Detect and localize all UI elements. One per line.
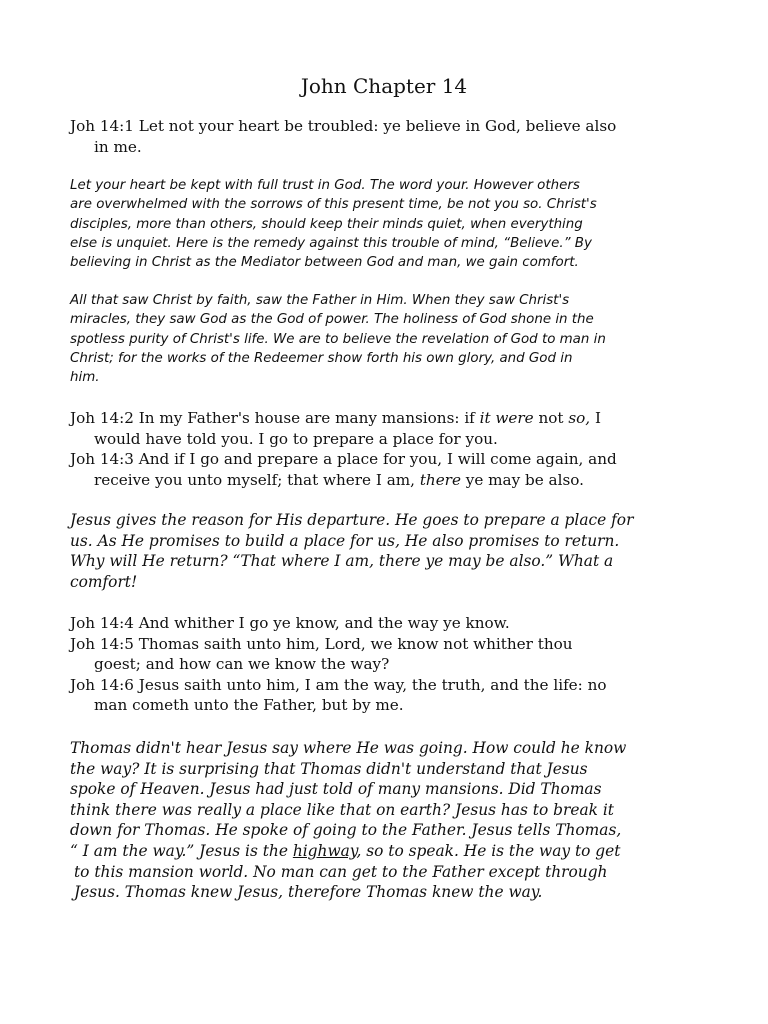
verse-14-1: [70, 116, 700, 157]
commentary-line: All that saw Christ by faith, saw the Father in Him. When they saw Christ's: [70, 293, 570, 308]
verse-line: man cometh unto the Father, but by me.: [94, 696, 404, 714]
verse-text: I: [590, 409, 601, 427]
verse-text: Joh 14:2 In my Father's house are many mansions: if: [70, 409, 480, 427]
commentary-line: miracles, they saw God as the God of power. The holiness of God shone in the: [70, 312, 594, 328]
verse-italic-text: there: [419, 470, 461, 489]
commentary-line: Let your heart be kept with full trust in God. The word your. However others: [70, 178, 580, 193]
underlined-word: highway: [292, 841, 357, 860]
verse-line: in me.: [94, 137, 142, 156]
page-title: John Chapter 14: [300, 74, 468, 98]
commentary-line: down for Thomas. He spoke of going to the Father. Jesus tells Thomas,: [70, 821, 622, 840]
verse-line: Joh 14:5 Thomas saith unto him, Lord, we know not whither thou: [70, 634, 573, 653]
verse-line: goest; and how can we know the way?: [94, 655, 390, 673]
commentary-line: comfort!: [70, 572, 138, 591]
commentary-line: the way? It is surprising that Thomas didn't understand that Jesus: [70, 759, 588, 778]
commentary-line: spoke of Heaven. Jesus had just told of many mansions. Did Thomas: [70, 780, 602, 799]
commentary-line: us. As He promises to build a place for us, He also promises to return.: [70, 531, 620, 550]
commentary-line: Jesus. Thomas knew Jesus, therefore Thomas knew the way.: [74, 883, 543, 902]
commentary-line: to this mansion world. No man can get to the Father except through: [74, 862, 608, 881]
commentary-line: think there was really a place like that on earth? Jesus has to break it: [70, 800, 614, 819]
commentary-line: [70, 841, 700, 862]
verse-line: Joh 14:1 Let not your heart be troubled: ye believe in God, believe also: [70, 117, 617, 135]
verses-14-2-3: [70, 408, 700, 490]
commentary-line: are overwhelmed with the sorrows of this present time, be not you so. Christ's: [70, 197, 597, 213]
verse-text: receive you unto myself; that where I am,: [94, 470, 420, 489]
verse-text: ye may be also.: [460, 470, 584, 489]
commentary-line: else is unquiet. Here is the remedy against this trouble of mind, “Believe.” By: [70, 235, 592, 251]
verses-14-4-6: [70, 613, 700, 716]
verse-italic-text: so,: [568, 409, 591, 427]
verse-italic-text: it were: [479, 409, 534, 427]
commentary-paragraph-3: [70, 510, 700, 592]
commentary-paragraph-4: [70, 738, 700, 903]
commentary-paragraph-1: [70, 176, 700, 272]
verse-line: Joh 14:3 And if I go and prepare a place for you, I will come again, and: [70, 450, 617, 468]
commentary-line: Thomas didn't hear Jesus say where He was going. How could he know: [70, 739, 627, 757]
commentary-line: Christ; for the works of the Redeemer show forth his own glory, and God in: [70, 350, 573, 366]
verse-line: would have told you. I go to prepare a place for you.: [94, 429, 498, 448]
commentary-line: him.: [70, 370, 100, 386]
commentary-line: Why will He return? “That where I am, there ye may be also.” What a: [70, 552, 614, 571]
verse-line: Joh 14:4 And whither I go ye know, and the way ye know.: [70, 614, 510, 632]
commentary-line: disciples, more than others, should keep their minds quiet, when everything: [70, 216, 583, 232]
commentary-text: , so to speak. He is the way to get: [356, 841, 621, 860]
commentary-line: believing in Christ as the Mediator between God and man, we gain comfort.: [70, 255, 579, 271]
commentary-paragraph-2: [70, 291, 700, 387]
verse-line: [70, 470, 700, 491]
commentary-line: spotless purity of Christ's life. We are to believe the revelation of God to man in: [70, 331, 606, 347]
verse-line: [70, 408, 700, 429]
commentary-text: “ I am the way.” Jesus is the: [70, 841, 293, 860]
commentary-line: Jesus gives the reason for His departure. He goes to prepare a place for: [70, 511, 634, 529]
verse-line: Joh 14:6 Jesus saith unto him, I am the way, the truth, and the life: no: [70, 675, 607, 694]
verse-text: not: [533, 409, 569, 427]
